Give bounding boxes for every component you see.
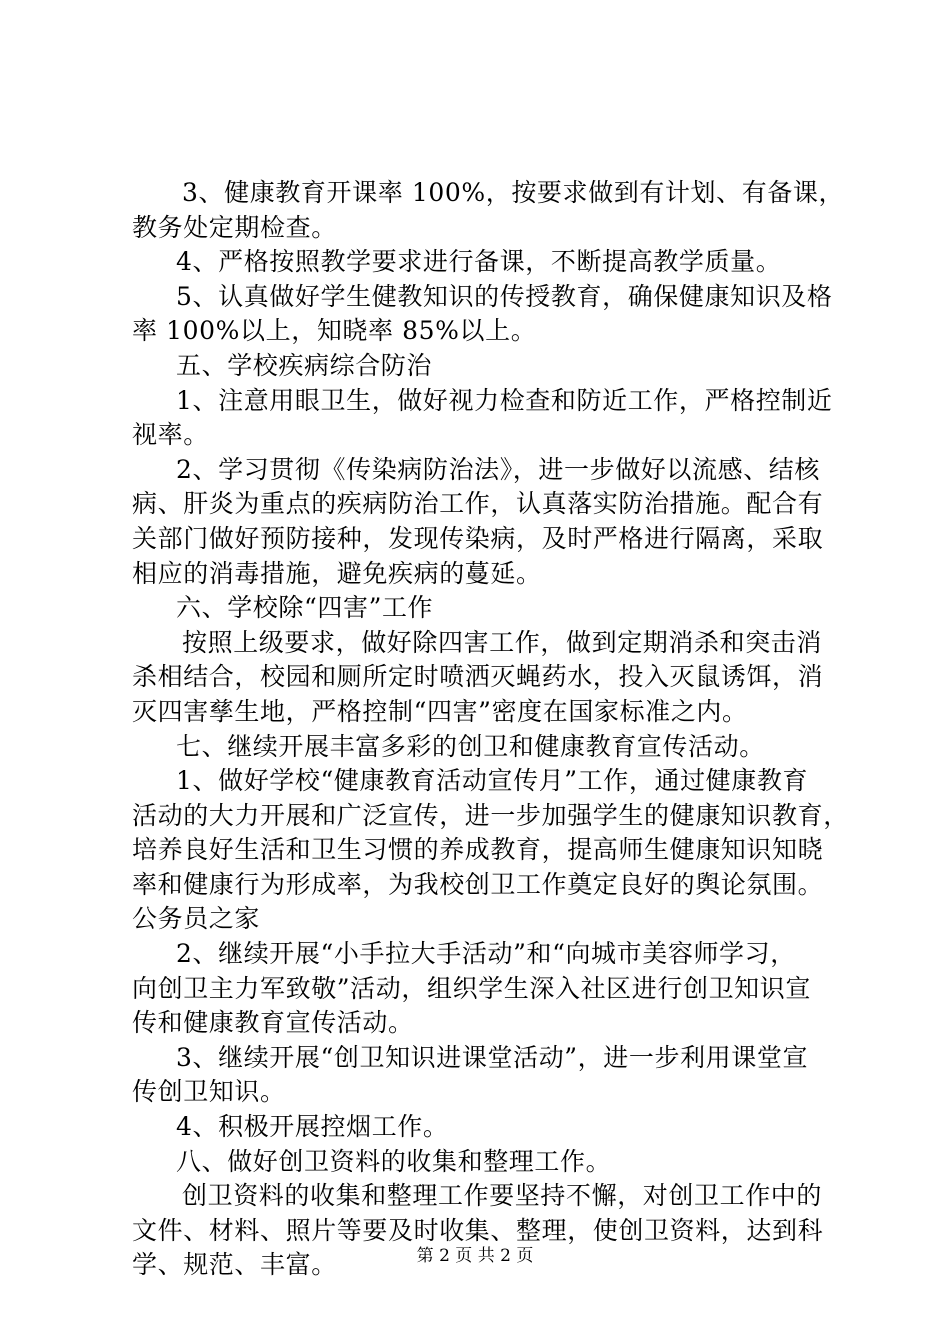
paragraph-line: 文件、材料、照片等要及时收集、整理，使创卫资料，达到科 <box>132 1215 824 1245</box>
paragraph-line: 向创卫主力军致敬”活动，组织学生深入社区进行创卫知识宣 <box>132 973 811 1003</box>
paragraph-line: 传创卫知识。 <box>132 1077 286 1107</box>
paragraph-line: 视率。 <box>132 420 209 450</box>
paragraph-line: 4、严格按照教学要求进行备课，不断提高教学质量。 <box>176 247 782 277</box>
paragraph-line: 3、继续开展“创卫知识进课堂活动”，进一步利用课堂宣 <box>176 1042 809 1072</box>
paragraph-line: 教务处定期检查。 <box>132 212 337 242</box>
paragraph-line: 活动的大力开展和广泛宣传，进一步加强学生的健康知识教育， <box>132 800 849 830</box>
paragraph-line: 公务员之家 <box>132 904 261 934</box>
paragraph-line: 创卫资料的收集和整理工作要坚持不懈，对创卫工作中的 <box>182 1181 823 1211</box>
paragraph-line: 按照上级要求，做好除四害工作，做到定期消杀和突击消 <box>182 627 823 657</box>
paragraph-line: 3、健康教育开课率 100%，按要求做到有计划、有备课， <box>182 178 845 207</box>
section-heading: 八、做好创卫资料的收集和整理工作。 <box>176 1146 612 1176</box>
paragraph-line: 1、注意用眼卫生，做好视力检查和防近工作，严格控制近 <box>176 385 833 415</box>
section-heading: 五、学校疾病综合防治 <box>176 350 433 380</box>
paragraph-line: 学、规范、丰富。 <box>132 1250 337 1280</box>
paragraph-line: 率 100%以上，知晓率 85%以上。 <box>132 316 537 346</box>
paragraph-line: 4、积极开展控烟工作。 <box>176 1112 449 1142</box>
paragraph-line: 关部门做好预防接种，发现传染病，及时严格进行隔离，采取 <box>132 523 824 553</box>
paragraph-line: 病、肝炎为重点的疾病防治工作，认真落实防治措施。配合有 <box>132 489 824 519</box>
document-body <box>132 176 849 1283</box>
paragraph-line: 灭四害孳生地，严格控制“四害”密度在国家标准之内。 <box>132 696 748 726</box>
paragraph-line: 相应的消毒措施，避免疾病的蔓延。 <box>132 558 542 588</box>
paragraph-line: 2、继续开展“小手拉大手活动”和“向城市美容师学习， <box>176 939 796 969</box>
section-heading: 七、继续开展丰富多彩的创卫和健康教育宣传活动。 <box>176 731 765 761</box>
paragraph-line: 2、学习贯彻《传染病防治法》，进一步做好以流感、结核 <box>176 454 821 484</box>
section-heading: 六、学校除“四害”工作 <box>176 593 434 623</box>
paragraph-line: 杀相结合，校园和厕所定时喷洒灭蝇药水，投入灭鼠诱饵，消 <box>132 662 824 692</box>
paragraph-line: 传和健康教育宣传活动。 <box>132 1008 414 1038</box>
page-number-footer: 第 2 页 共 2 页 <box>416 1246 534 1266</box>
paragraph-line: 率和健康行为形成率，为我校创卫工作奠定良好的舆论氛围。 <box>132 869 824 899</box>
paragraph-line: 1、做好学校“健康教育活动宣传月”工作，通过健康教育 <box>176 766 809 796</box>
paragraph-line: 培养良好生活和卫生习惯的养成教育，提高师生健康知识知晓 <box>132 835 824 865</box>
paragraph-line: 5、认真做好学生健教知识的传授教育，确保健康知识及格 <box>176 281 833 311</box>
